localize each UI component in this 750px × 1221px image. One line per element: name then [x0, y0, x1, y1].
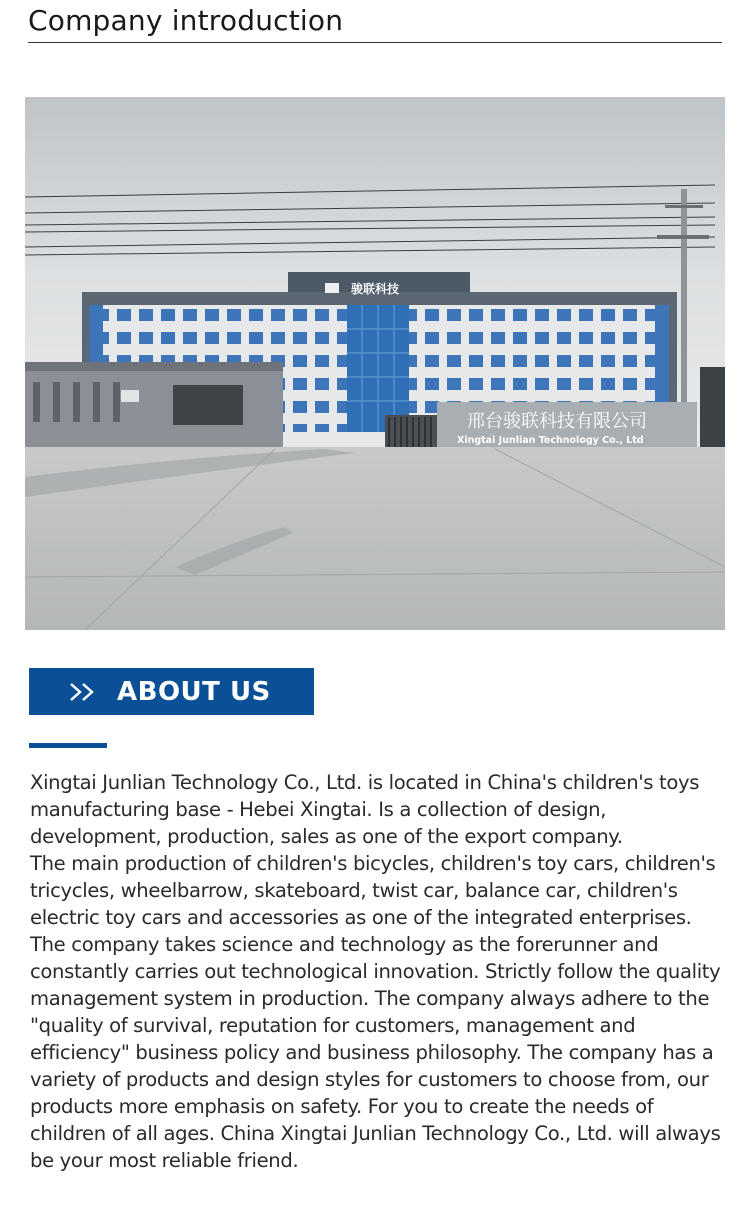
about-us-label: ABOUT US [117, 676, 271, 707]
title-divider [28, 42, 722, 43]
company-building-photo [25, 97, 725, 630]
accent-bar [29, 743, 107, 748]
about-paragraph: The main production of children's bicycles, children's toy cars, children's tricycles, wheelbarrow, skateboard, twist car, balance car, children's electric toy cars and accessories as one of the integrated enterprises. [30, 852, 716, 929]
double-chevron-right-icon [69, 682, 99, 702]
about-paragraph: The company takes science and technology as the forerunner and constantly carries out technological innovation. Strictly follow the quality management system in production. The company always adhere to the "quality of survival, reputation for customers, management and efficiency" business policy and business philosophy. The company has a variety of products and design styles for customers to choose from, our products more emphasis on safety. For you to create the needs of children of all ages. China Xingtai Junlian Technology Co., Ltd. will always be your most reliable friend. [30, 933, 721, 1172]
rooftop-sign-text: 骏联科技 [351, 282, 400, 296]
about-paragraph: Xingtai Junlian Technology Co., Ltd. is located in China's children's toys manufacturing base - Hebei Xingtai. Is a collection of design, development, production, sales as one of the export company. [30, 771, 700, 848]
section-title: Company introduction [28, 4, 344, 37]
about-us-badge [29, 668, 314, 715]
about-us-text [30, 769, 730, 1174]
gate-sign-en: Xingtai Junlian Technology Co., Ltd [457, 435, 644, 446]
gate-sign-cn: 邢台骏联科技有限公司 [467, 411, 647, 432]
